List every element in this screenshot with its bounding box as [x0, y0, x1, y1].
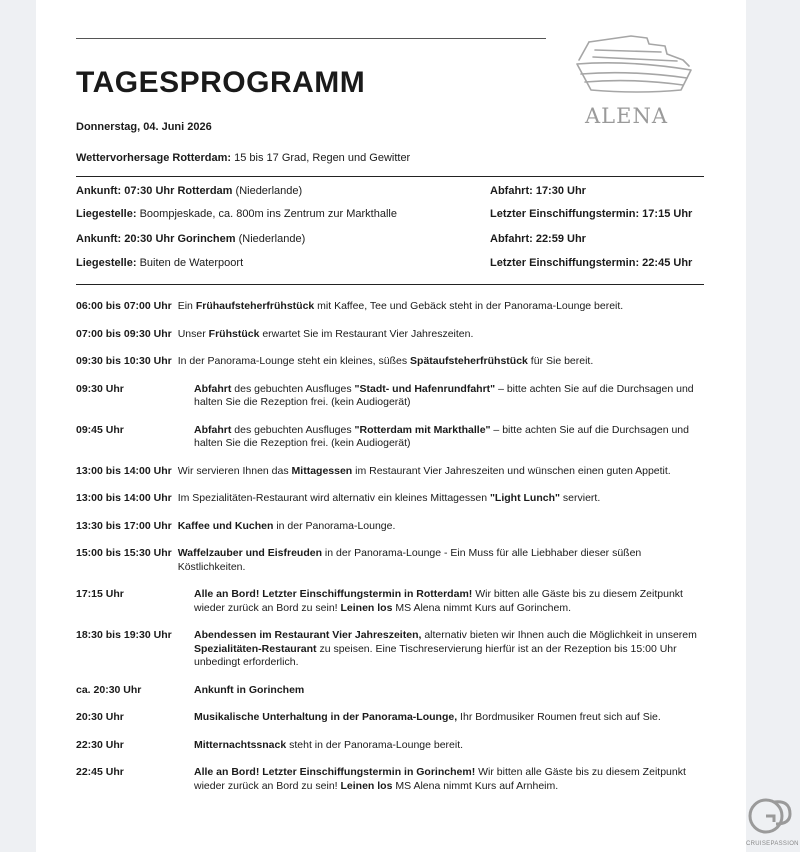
highlight-text: Leinen los — [340, 601, 393, 614]
program-sheet — [36, 0, 799, 852]
highlight-text: Musikalische Unterhaltung in der Panorama-Lounge, — [194, 711, 458, 723]
description-text: für Sie bereit. — [527, 355, 594, 367]
schedule-time: 06:00 bis 07:00 Uhr — [76, 300, 172, 312]
weather-forecast — [76, 152, 410, 164]
description-text: – bitte achten Sie auf die Durchsagen und halten Sie die Rezeption frei. (kein Audiogerät) — [194, 382, 694, 408]
ship-logo — [569, 30, 699, 130]
description-text: steht in der Panorama-Lounge bereit. — [286, 738, 464, 751]
top-divider — [76, 38, 546, 39]
description-text: Wir bitten alle Gäste bis zu diesem Zeitpunkt wieder zurück an Bord zu sein! — [194, 766, 686, 792]
schedule-time: 13:00 bis 14:00 Uhr — [76, 492, 172, 504]
schedule-item — [76, 684, 704, 698]
schedule-description — [178, 328, 704, 342]
ports-top-rule — [76, 176, 704, 177]
highlight-text: "Stadt- und Hafenrundfahrt" — [354, 382, 496, 395]
schedule-item — [76, 520, 704, 534]
port-left-detail: Boompjeskade, ca. 800m ins Zentrum zur Markthalle — [136, 208, 397, 220]
port-row — [76, 257, 704, 279]
schedule-item — [76, 629, 704, 670]
description-text: Ihr Bordmusiker Roumen freut sich auf Sie. — [457, 711, 661, 723]
schedule-description — [194, 588, 704, 615]
description-text: Wir servieren Ihnen das — [177, 464, 292, 477]
description-text: des gebuchten Ausfluges — [231, 382, 355, 395]
highlight-text: Abendessen im Restaurant Vier Jahreszeiten, — [194, 629, 422, 641]
port-left-label: Liegestelle: — [76, 257, 137, 269]
highlight-text: Kaffee und Kuchen — [177, 519, 274, 532]
port-right: Abfahrt: 17:30 Uhr — [490, 185, 586, 197]
schedule-item — [76, 465, 704, 479]
schedule-time: 20:30 Uhr — [76, 711, 124, 723]
schedule-time: 18:30 bis 19:30 Uhr — [76, 629, 172, 641]
description-text: Im Spezialitäten-Restaurant wird alternativ ein kleines Mittagessen — [177, 492, 490, 504]
description-text: MS Alena nimmt Kurs auf Arnheim. — [392, 779, 559, 792]
description-text: mit Kaffee, Tee und Gebäck steht in der Panorama-Lounge bereit. — [314, 300, 624, 312]
description-text: alternativ bieten wir Ihnen auch die Möglichkeit in unserem — [421, 629, 697, 641]
schedule-item — [76, 383, 704, 410]
schedule-description — [178, 465, 704, 479]
schedule-description — [178, 355, 704, 369]
schedule-time: 13:00 bis 14:00 Uhr — [76, 464, 172, 477]
schedule-item — [76, 355, 704, 369]
schedule-description — [194, 424, 704, 451]
weather-value: 15 bis 17 Grad, Regen und Gewitter — [231, 152, 411, 164]
description-text: – bitte achten Sie auf die Durchsagen und halten Sie die Rezeption frei. (kein Audiogerät) — [194, 423, 689, 449]
highlight-text: Spätaufsteherfrühstück — [410, 355, 528, 367]
schedule-time: 22:30 Uhr — [76, 738, 124, 751]
port-left — [76, 257, 243, 269]
port-left-label: Ankunft: 20:30 Uhr Gorinchem — [76, 233, 236, 245]
highlight-text: Frühstück — [208, 327, 260, 340]
port-row — [76, 208, 704, 230]
schedule-description — [178, 520, 704, 534]
schedule-time: 09:45 Uhr — [76, 423, 124, 436]
watermark-icon — [744, 792, 800, 840]
description-text: Unser — [177, 327, 209, 340]
schedule-time: 13:30 bis 17:00 Uhr — [76, 519, 172, 532]
schedule-description — [178, 547, 704, 574]
schedule-description — [194, 711, 704, 725]
page-title: TAGESPROGRAMM — [76, 66, 366, 99]
schedule-item — [76, 547, 704, 574]
description-text: in der Panorama-Lounge. — [273, 519, 396, 532]
schedule-item — [76, 766, 704, 793]
highlight-text: Spezialitäten-Restaurant — [194, 642, 317, 655]
schedule-description — [194, 684, 704, 698]
port-left-detail: (Niederlande) — [232, 185, 303, 197]
schedule-list — [76, 300, 704, 793]
description-text: erwartet Sie im Restaurant Vier Jahreszeiten. — [259, 327, 474, 340]
port-right: Letzter Einschiffungstermin: 17:15 Uhr — [490, 208, 693, 220]
port-row — [76, 233, 704, 255]
schedule-item — [76, 424, 704, 451]
description-text: serviert. — [559, 492, 601, 504]
schedule-description — [178, 300, 704, 314]
watermark-text: CRUISEPASSION — [746, 841, 799, 847]
description-text: im Restaurant Vier Jahreszeiten und wünschen einen guten Appetit. — [352, 464, 671, 477]
highlight-text: Mittagessen — [291, 464, 353, 477]
highlight-text: Alle an Bord! Letzter Einschiffungstermin in Rotterdam! — [194, 588, 473, 600]
ship-brand-name: ALENA — [585, 104, 668, 128]
description-text: in der Panorama-Lounge - Ein Muss für alle Liebhaber dieser süßen Köstlichkeiten. — [177, 547, 642, 573]
description-text: zu speisen. Eine Tischreservierung hierfür ist an der Rezeption bis 15:00 Uhr unbedingt erforderlich. — [194, 642, 677, 668]
port-left — [76, 233, 305, 245]
highlight-text: Alle an Bord! Letzter Einschiffungstermin in Gorinchem! — [194, 766, 476, 778]
highlight-text: Abfahrt — [194, 382, 232, 395]
schedule-time: 09:30 bis 10:30 Uhr — [76, 355, 172, 367]
port-row — [76, 185, 704, 207]
highlight-text: Waffelzauber und Eisfreuden — [177, 547, 323, 559]
port-left-detail: (Niederlande) — [235, 233, 306, 245]
program-date: Donnerstag, 04. Juni 2026 — [76, 121, 212, 133]
description-text: Wir bitten alle Gäste bis zu diesem Zeitpunkt wieder zurück an Bord zu sein! — [194, 588, 683, 614]
port-left — [76, 185, 302, 197]
highlight-text: Abfahrt — [194, 423, 232, 436]
schedule-description — [194, 766, 704, 793]
port-left-label: Liegestelle: — [76, 208, 137, 220]
schedule-item — [76, 739, 704, 753]
schedule-description — [194, 739, 704, 753]
schedule-description — [194, 383, 704, 410]
watermark-logo — [744, 792, 800, 850]
schedule-item — [76, 300, 704, 314]
port-left — [76, 208, 397, 220]
description-text: In der Panorama-Lounge steht ein kleines, süßes — [177, 355, 411, 367]
highlight-text: Mitternachtssnack — [194, 738, 287, 751]
port-left-detail: Buiten de Waterpoort — [136, 257, 244, 269]
schedule-item — [76, 328, 704, 342]
highlight-text: "Light Lunch" — [489, 492, 560, 504]
highlight-text: Leinen los — [340, 779, 393, 792]
schedule-item — [76, 492, 704, 506]
schedule-time: 09:30 Uhr — [76, 382, 124, 395]
description-text: MS Alena nimmt Kurs auf Gorinchem. — [392, 601, 572, 614]
schedule-time: 07:00 bis 09:30 Uhr — [76, 327, 172, 340]
schedule-item — [76, 588, 704, 615]
description-text: des gebuchten Ausfluges — [231, 423, 355, 436]
schedule-item — [76, 711, 704, 725]
schedule-time: 22:45 Uhr — [76, 766, 124, 778]
ship-icon — [569, 30, 699, 102]
schedule-description — [178, 492, 704, 506]
schedule-description — [194, 629, 704, 670]
weather-label: Wettervorhersage Rotterdam: — [76, 152, 232, 164]
schedule-time: ca. 20:30 Uhr — [76, 683, 142, 696]
schedule-time: 17:15 Uhr — [76, 588, 124, 600]
port-right: Letzter Einschiffungstermin: 22:45 Uhr — [490, 257, 693, 269]
port-left-label: Ankunft: 07:30 Uhr Rotterdam — [76, 185, 233, 197]
highlight-text: Ankunft in Gorinchem — [194, 683, 305, 696]
highlight-text: Frühaufsteherfrühstück — [195, 300, 315, 312]
port-right: Abfahrt: 22:59 Uhr — [490, 233, 586, 245]
description-text: Ein — [177, 300, 196, 312]
ports-bottom-rule — [76, 284, 704, 285]
schedule-time: 15:00 bis 15:30 Uhr — [76, 547, 172, 559]
highlight-text: "Rotterdam mit Markthalle" — [354, 423, 491, 436]
